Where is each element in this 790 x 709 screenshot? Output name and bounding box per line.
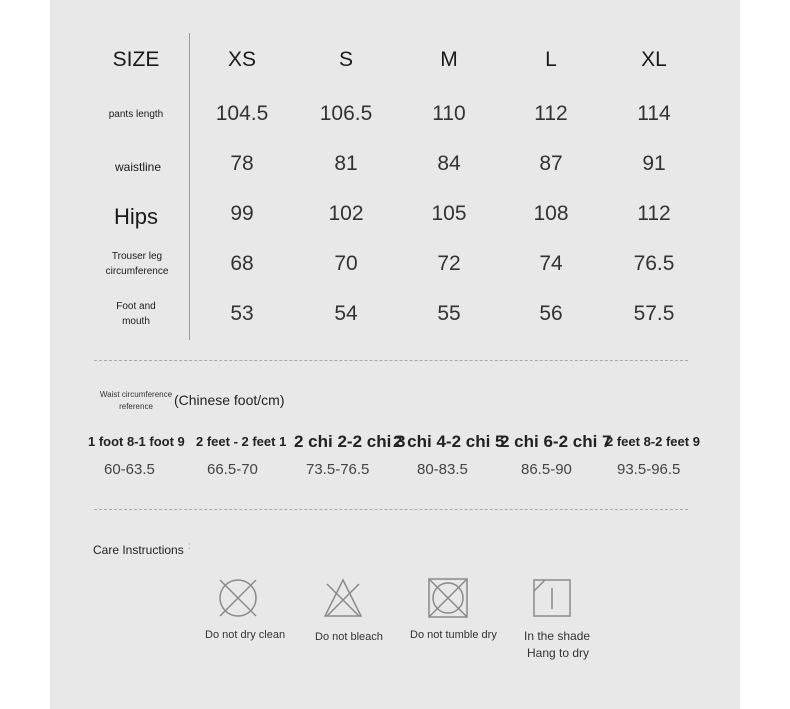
table-cell: 68 — [230, 252, 254, 275]
care-title: Care Instructions — [93, 543, 184, 557]
table-cell: 78 — [230, 152, 254, 175]
table-cell: 53 — [230, 302, 254, 325]
row-label-hips: Hips — [113, 204, 158, 229]
feet-range: 2 feet 8-2 feet 9 — [606, 434, 700, 449]
do-not-tumble-dry-icon — [427, 577, 469, 619]
cm-range: 66.5-70 — [207, 461, 258, 478]
table-cell: 114 — [637, 102, 671, 125]
table-cell: 112 — [637, 202, 671, 225]
care-label-bleach: Do not bleach — [315, 631, 383, 643]
table-cell: 81 — [334, 152, 358, 175]
table-cell: 105 — [431, 202, 467, 225]
do-not-bleach-icon — [322, 577, 364, 619]
table-cell: 74 — [539, 252, 563, 275]
table-cell: 70 — [334, 252, 358, 275]
do-not-dry-clean-icon — [217, 577, 259, 619]
feet-range: 2 chi 4-2 chi 5 — [393, 432, 505, 451]
row-label-pants-length: pants length — [108, 109, 164, 120]
cm-range: 60-63.5 — [104, 461, 155, 478]
care-title-mark: : — [188, 541, 191, 552]
table-cell: 56 — [539, 302, 563, 325]
table-cell: 99 — [230, 202, 254, 225]
feet-range: 2 chi 2-2 chi 3 — [294, 432, 406, 451]
table-cell: 76.5 — [633, 252, 675, 275]
cm-range: 86.5-90 — [521, 461, 572, 478]
table-cell: 106.5 — [319, 102, 373, 125]
table-cell: 91 — [642, 152, 666, 175]
waist-reference-label: Waist circumference reference — [99, 390, 173, 411]
table-cell: 84 — [437, 152, 461, 175]
size-header-l: L — [545, 48, 557, 71]
size-header-xl: XL — [641, 48, 667, 71]
dashed-divider — [94, 360, 688, 361]
row-label-foot-and-mouth: Foot and mouth — [116, 301, 156, 327]
waist-reference-unit: (Chinese foot/cm) — [174, 392, 285, 408]
table-cell: 54 — [334, 302, 358, 325]
table-cell: 57.5 — [633, 302, 675, 325]
hang-to-dry-in-shade-icon — [532, 578, 572, 618]
size-header-s: S — [338, 48, 353, 71]
feet-range: 2 feet - 2 feet 1 — [196, 434, 287, 449]
care-label-dry-clean: Do not dry clean — [205, 629, 286, 641]
cm-range: 73.5-76.5 — [306, 461, 370, 478]
table-cell: 110 — [432, 102, 466, 125]
dashed-divider — [94, 509, 688, 510]
row-label-waistline: waistline — [114, 160, 162, 174]
table-cell: 112 — [534, 102, 568, 125]
size-header-label: SIZE — [112, 48, 160, 71]
table-cell: 104.5 — [215, 102, 269, 125]
care-label-hang-dry: Hang to dry — [527, 646, 590, 660]
size-header-m: M — [440, 48, 458, 71]
table-cell: 55 — [437, 302, 461, 325]
cm-range: 80-83.5 — [417, 461, 468, 478]
care-label-shade: In the shade — [524, 629, 591, 643]
care-label-tumble-dry: Do not tumble dry — [410, 629, 497, 641]
table-cell: 108 — [533, 202, 569, 225]
size-header-xs: XS — [227, 48, 256, 71]
cm-range: 93.5-96.5 — [617, 461, 681, 478]
table-cell: 102 — [328, 202, 364, 225]
table-divider — [189, 33, 190, 340]
table-cell: 72 — [437, 252, 461, 275]
row-label-trouser-leg-circumference: Trouser leg circumference — [105, 251, 169, 277]
feet-range: 2 chi 6-2 chi 7 — [500, 432, 612, 451]
table-cell: 87 — [539, 152, 563, 175]
feet-range: 1 foot 8-1 foot 9 — [88, 434, 185, 449]
